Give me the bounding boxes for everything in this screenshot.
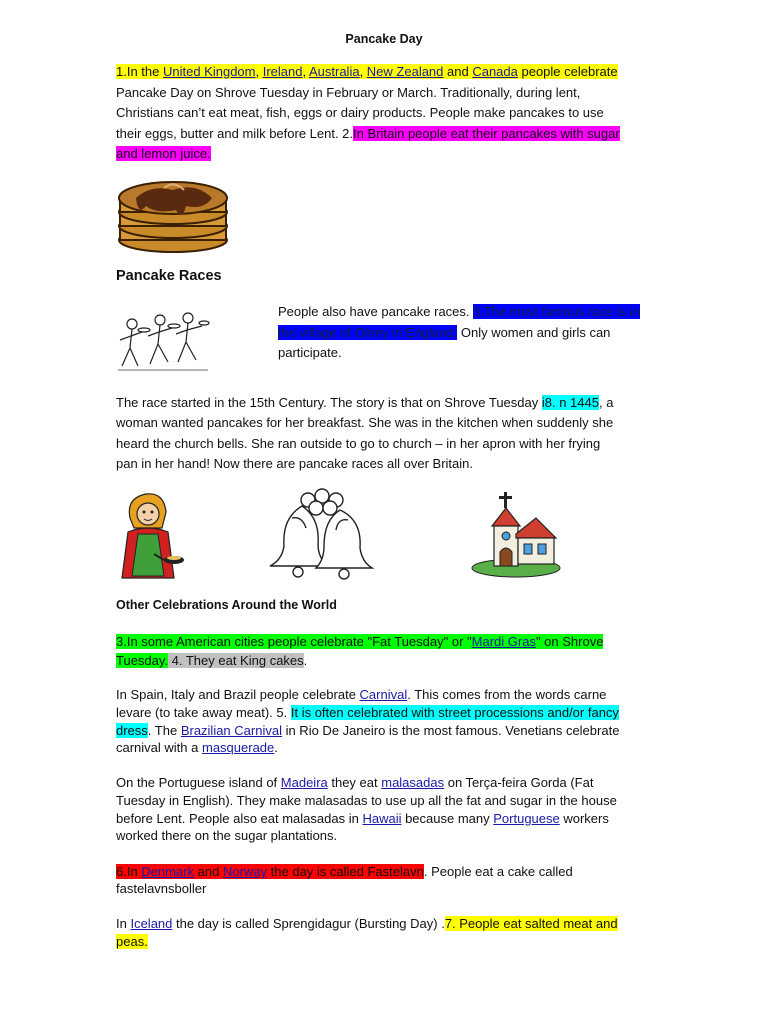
link-iceland[interactable]: Iceland xyxy=(130,916,173,931)
story-line-3: heard the church bells. She ran outside to go to church – in her apron with her frying xyxy=(116,436,601,451)
link-portuguese[interactable]: Portuguese xyxy=(493,811,560,826)
link-brazilian-carnival[interactable]: Brazilian Carnival xyxy=(180,723,282,738)
intro-line-1: 1.In the United Kingdom, Ireland, Australia, New Zealand and Canada people celebrate xyxy=(116,64,618,79)
link-canada[interactable]: Canada xyxy=(472,64,518,79)
spain-line-2: levare (to take away meat). 5. It is often celebrated with street processions and/or fancy xyxy=(116,705,619,720)
iceland-line-2: peas. xyxy=(116,934,148,949)
usa-line-2: Tuesday. 4. They eat King cakes. xyxy=(116,653,308,668)
wedding-bells-image xyxy=(262,488,376,580)
portugal-line-2: Tuesday in English). They make malasadas to use up all the fat and sugar in the house xyxy=(116,793,617,808)
pancake-races-heading: Pancake Races xyxy=(116,268,222,284)
races-line-1: People also have pancake races. 3.The most famous race is in xyxy=(278,304,641,319)
link-ireland[interactable]: Ireland xyxy=(262,64,303,79)
link-masquerade[interactable]: masquerade xyxy=(201,740,275,755)
spain-line-3: dress. The Brazilian Carnival in Rio De Janeiro is the most famous. Venetians celebrate xyxy=(116,723,620,738)
spain-line-4: carnival with a masquerade. xyxy=(116,740,278,755)
races-line-2: the village of Olney in England. Only women and girls can xyxy=(278,325,611,340)
intro-line-5: and lemon juice. xyxy=(116,146,211,161)
link-mardi-gras[interactable]: Mardi Gras xyxy=(471,634,536,649)
pancake-stack-image xyxy=(116,176,230,256)
iceland-line-1: In Iceland the day is called Sprengidagur (Bursting Day) .7. People eat salted meat and xyxy=(116,916,618,931)
link-new-zealand[interactable]: New Zealand xyxy=(366,64,444,79)
link-madeira[interactable]: Madeira xyxy=(280,775,328,790)
portugal-line-3: before Lent. People also eat malasadas in Hawaii because many Portuguese workers xyxy=(116,811,609,826)
woman-with-pan-image xyxy=(116,488,186,580)
page-title: Pancake Day xyxy=(345,32,423,46)
link-united-kingdom[interactable]: United Kingdom xyxy=(162,64,256,79)
church-image xyxy=(470,490,562,578)
races-line-3: participate. xyxy=(278,345,342,360)
link-denmark[interactable]: Denmark xyxy=(141,864,195,879)
story-line-4: pan in her hand! Now there are pancake races all over Britain. xyxy=(116,456,473,471)
pancake-runners-image xyxy=(116,308,210,374)
link-carnival[interactable]: Carnival xyxy=(359,687,408,702)
intro-line-2: Pancake Day on Shrove Tuesday in February or March. Traditionally, during lent, xyxy=(116,85,581,100)
link-malasadas[interactable]: malasadas xyxy=(381,775,445,790)
denmark-line-1: 6.In Denmark and Norway the day is called Fastelavn. People eat a cake called xyxy=(116,864,573,879)
spain-line-1: In Spain, Italy and Brazil people celebrate Carnival. This comes from the words carne xyxy=(116,687,607,702)
link-australia[interactable]: Australia xyxy=(308,64,360,79)
usa-line-1: 3.In some American cities people celebrate "Fat Tuesday" or "Mardi Gras" on Shrove xyxy=(116,634,604,649)
portugal-line-4: worked there on the sugar plantations. xyxy=(116,828,338,843)
link-hawaii[interactable]: Hawaii xyxy=(362,811,402,826)
portugal-line-1: On the Portuguese island of Madeira they eat malasadas on Terça-feira Gorda (Fat xyxy=(116,775,594,790)
intro-line-3: Christians can’t eat meat, fish, eggs or dairy products. People make pancakes to use xyxy=(116,105,604,120)
link-norway[interactable]: Norway xyxy=(222,864,268,879)
story-line-1: The race started in the 15th Century. The story is that on Shrove Tuesday i8. n 1445, a xyxy=(116,395,614,410)
story-line-2: woman wanted pancakes for her breakfast. She was in the kitchen when suddenly she xyxy=(116,415,614,430)
denmark-line-2: fastelavnsboller xyxy=(116,881,207,896)
other-celebrations-heading: Other Celebrations Around the World xyxy=(116,598,337,612)
intro-line-4: their eggs, butter and milk before Lent. 2.In Britain people eat their pancakes with sugar xyxy=(116,126,620,141)
